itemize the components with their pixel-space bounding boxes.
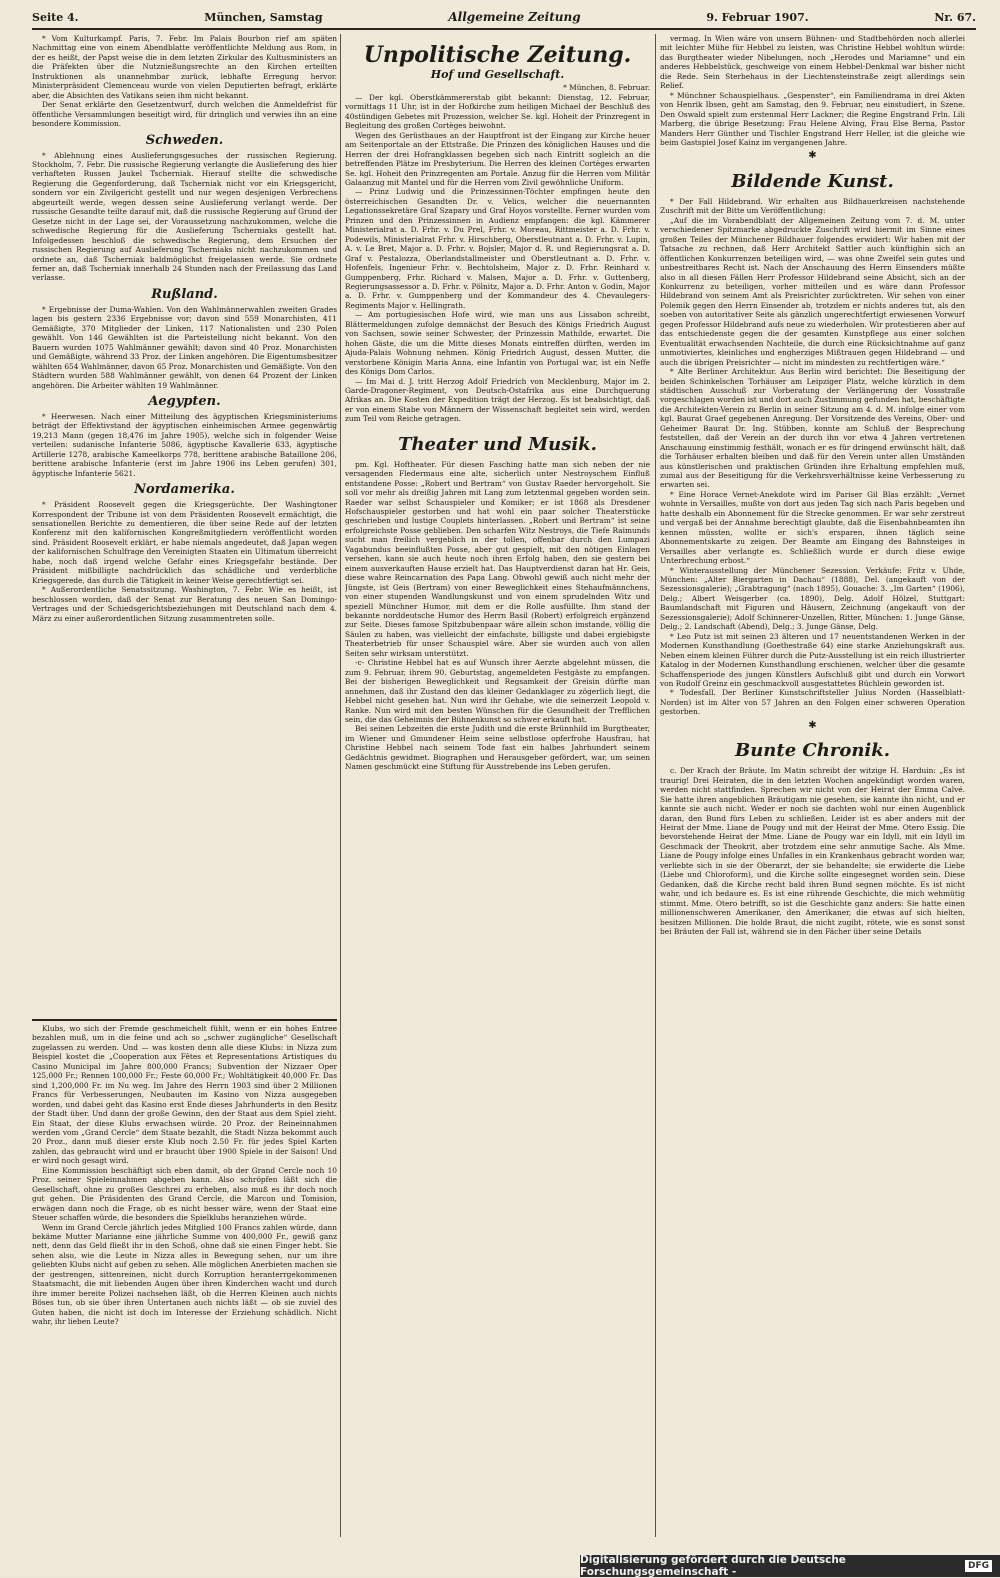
article-heerwesen: * Heerwesen. Nach einer Mitteilung des ägyptischen Kriegsministeriums beträgt der Effektivstand der ägyptischen einheimischen Armee gegenwärtig 19,213 Mann (gegen 18,476 im Jahre 1905), welche sich in folgender Weise verteilen: sudanische Infanterie 5086, ägyptische Kavallerie 633, ägyptische Artillerie 1278, arabische Kameelkorps 778, berittene arabische Bataillone 206, berittene arabische Infanterie (erst im Jahre 1906 ins Leben gerufen) 301, ägyptische Infanterie 5621. xyxy=(32,411,337,478)
article-hildebrand: * Der Fall Hildebrand. Wir erhalten aus Bildhauerkreisen nachstehende Zuschrift mit der Bitte um Veröffentlichung: xyxy=(660,196,965,216)
article-hebbel: -c- Christine Hebbel hat es auf Wunsch ihrer Aerzte abgelehnt müssen, die zum 9. Februar, ihrem 90. Geburtstag, angemeldeten Festgäste zu empfangen. Bei der bisherigen Beweglichkeit und Regsamkeit der Greisin dürfte man annehmen, daß ihr Zustand den das kleiner Gedanklager zu zögerlich liegt, die Hebbel nicht gesehen hat. Nun wird ihr Gehabe, wie die seinerzeit Leopold v. Ranke. Nun wird mit den besten Wünschen für die Gesundheit der Trefflichen sein, die das Geheimnis der Bühnenkunst so schwer erkauft hat. xyxy=(345,658,650,724)
column-politics xyxy=(32,34,337,1019)
article-duma: * Ergebnisse der Duma-Wahlen. Von den Wahlmännerwahlen zweiten Grades lagen bis gestern 2336 Ergebnisse vor; davon sind 559 Monarchisten, 411 Gemäßigte, 370 Mitglieder der Linken, 117 Nationalisten und 230 Polen gewählt. Von 146 Gewählten ist die Parteistellung nicht bekannt. Von den Bauern wurden 1075 Wahlmänner gewählt; davon sind 40 Proz. Monarchisten und Gemäßigte, während 33 Proz. der Linken angehören. Die Eigentumsbesitzer wählten 654 Wahlmänner, davon 65 Proz. Monarchisten und Gemäßigte. Von den Städtern wurden 588 Wahlmänner gewählt, von denen 64 Prozent der Linken angehören. Die Arbeiter wählten 19 Wahlmänner. xyxy=(32,304,337,390)
article-hebbel-cont: Bei seinen Lebzeiten die erste Judith und die erste Brünnhild im Burgtheater, im Wiener und Gmundener Heim seine selbstlose opferfrohe Hausfrau, hat Christine Hebbel nach seinem Tode fast ein halbes Jahrhundert seinem Gedächtnis gewidmet. Biographen und Herausgeber gefördert, war, um seinen Namen geschmückt eine Stiftung für Ausstrebende ins Leben gerufen. xyxy=(345,724,650,772)
article-auslieferung: * Ablehnung eines Auslieferungsgesuches der russischen Regierung. Stockholm, 7. Febr. Die russische Regierung verlangte die Auslieferung des hier verhafteten Russen Jaukel Tscherniak. Hierauf stellte die schwedische Regierung die Gegenforderung, daß Tscherniak nicht vor ein Kriegsgericht, sondern vor ein Zivilgericht gestellt und nur wegen desjenigen Verbrechens abgeurteilt werde, wegen dessen seine Auslieferung verlangt werde. Der russische Gesandte teilte darauf mit, daß die russische Regierung auf Grund der Gesetze nicht in der Lage sei, der Voraussetzung nachzukommen, welche die schwedische Regierung für die Auslieferung Tscherniaks gestellt hat. Infolgedessen beschloß die schwedische Regierung, dem Ersuchen der russischen Regierung auf Auslieferung Tscherniaks nicht nachzukommen und ordnete an, daß Tscherniak baldmöglichst freigelassen werde. Sie ordnete ferner an, daß Tscherniak innerhalb 24 Stunden nach der Freilassung das Land verlasse. xyxy=(32,150,337,283)
column-feuilleton xyxy=(32,1024,337,1537)
footer-text: Digitalisierung gefördert durch die Deutsche Forschungsgemeinschaft - xyxy=(580,1554,846,1578)
article-hildebrand-letter: „Auf die im Vorabendblatt der Allgemeinen Zeitung vom 7. d. M. unter verschiedener Spitzmarke abgedruckte Zuschrift wird hiermit im Sinne eines großen Teiles der Münchener Bildhauer folgendes erwidert: Wir haben mit der Tatsache zu rechnen, daß Herr Architekt Sattler auch künftighin sich an öffentlichen Konkurrenzen beteiligen wird, — was ohne Zweifel sein gutes und unbestreitbares Recht ist. Nach der Anschauung des Herrn Einsenders müßte also in all diesen Fällen Herr Professor Hildebrand seine Absicht, sich an der Konkurrenz zu beteiligen, vorher mitteilen und es wäre dann Professor Hildebrand von seinem Amt als Preisrichter zurücktreten. Wir sehen von einer Polemik gegen den Herrn Einsender ab, trotzdem er nichts anderes tut, als den soeben von autoritativer Seite als gänzlich ungerechtfertigt erwiesenen Vorwurf gegen Professor Hildebrand aufs neue zu wiederholen. Wir protestieren aber auf das entschiedenste gegen die der gesamten Kunstpflege aus einer solchen Eventualität erwachsenden Nachteile, die durch eine Rücksichtnahme auf ganz unmotiviertes, kleinliches und engherziges Mißtrauen gegen Hildebrand — und auch die übrigen Preisrichter — nicht im mindesten zu rechtfertigen wäre.“ xyxy=(660,215,965,367)
dfg-logo: DFG xyxy=(965,1560,992,1572)
section-title-unpolitische-zeitung: Unpolitische Zeitung. xyxy=(363,42,632,68)
paper-title: Allgemeine Zeitung xyxy=(448,10,581,24)
article-senat: Der Senat erklärte den Gesetzentwurf, durch welchen die Anmeldefrist für öffentliche Versammlungen beseitigt wird, für dringlich und verwies ihn an eine besondere Kommission. xyxy=(32,100,337,129)
column-divider xyxy=(340,34,341,1537)
article-leo-putz: * Leo Putz ist mit seinen 23 älteren und 17 neuentstandenen Werken in der Modernen Kunsthandlung (Goethestraße 64) eine starke Anziehungskraft aus. Neben einem kleinen Führer durch die Putz-Ausstellung ist ein reich illustrierter Katalog in der Modernen Kunsthandlung erschienen, welcher über die gesamte Schaffensperiode des jungen Künstlers Aufschluß gibt und durch ein Vorwort von Rudolf Greinz ein geschmackvoll ausgestattetes Büchlein geworden ist. xyxy=(660,631,965,688)
article-vernet: * Eine Horace Vernet-Anekdote wird im Pariser Gil Blas erzählt: „Vernet wohnte in Versailles, mußte von dort aus jeden Tag sich nach Paris begeben und hatte deshalb ein Abonnement für die Strecke genommen. Er war sehr zerstreut und vergaß bei der Annahme berechtigt glaubte, daß die Eisenbahnbeamten ihn kennen müssten, wollte er sich's ersparen, ihnen täglich seine Abonnementskarte zu zeigen. Der Beamte am Eingang des Bahnsteiges in Versailles aber verlangte es. Schließlich wurde er durch diese ewige Unterbrechung erbost.“ xyxy=(660,489,965,566)
column-divider xyxy=(655,34,656,1537)
article-sezession: * Winterausstellung der Münchener Sezession. Verkäufe: Fritz v. Uhde, München: „Alter Biergarten in Dachau“ (1888), Del. (angekauft von der Sezessionsgalerie); „Grabtragung“ (nach 1895), Gouache: 3. „Im Garten“ (1906), Delg.; Albert Weisgerber (ca. 1890), Delg. Adolf Hölzel, Stuttgart: Baumlandschaft mit Figuren und Häusern, Zeichnung (angekauft von der Sezessionsgalerie); Adolf Schinnerer-Unzellen, Ritter, München: 1. Junge Gänse, Delg.; 2. Landschaft (Abend), Delg.; 3. Junge Gänse, Delg. xyxy=(660,565,965,632)
section-heading-chronik: Bunte Chronik. xyxy=(735,740,890,762)
separator-star-icon: ✱ xyxy=(808,150,817,162)
dateline: * München, 8. Februar. xyxy=(563,83,650,93)
place-day: München, Samstag xyxy=(204,10,323,24)
feuilleton-para: Wenn im Grand Cercle jährlich jedes Mitglied 100 Francs zahlen würde, dann bekäme Mutter Marianne eine jährliche Summe von 400,000 Fr., gewiß ganz nett, denn das Geld fließt ihr in den Schoß, ohne daß sie einen Finger hebt. Sie sehen also, wie die Leute in Nizza alles in Bewegung sehen, nur um ihre geliebten Klubs nicht auf geben zu sehen. Alle möglichen Anerbieten machen sie der gestrengen, sittenreinen, nicht durch Korruption heranterrgekommenen Staatsmacht, die mit liebenden Augen über ihren Kinderchen wacht und durch ihre immer bereite Polizei nachsehen läßt, ob die Herren Kleinen auch nichts Böses tun, ob sie über ihren Untertanen auch nichts läßt — ob sie zuviel des Guten haben, die nicht ist doch im Interesse der Erziehung schädlich. Nicht wahr, ihr lieben Leute? xyxy=(32,1222,337,1327)
article-portugal: — Am portugiesischen Hofe wird, wie man uns aus Lissabon schreibt, Blättermeldungen zufolge demnächst der Besuch des Königs Friedrich August von Sachsen, sowie seiner Schwester, der Prinzessin Mathilde, erwartet. Die hohen Gäste, die um die Mitte dieses Monats eintreffen dürften, werden im Ajuda-Palais Wohnung nehmen. König Friedrich August, dessen Mutter, die verstorbene Königin Maria Anna, eine Infantin von Portugal war, ist ein Neffe des Königs Dom Carlos. xyxy=(345,310,650,377)
section-heading-kunst: Bildende Kunst. xyxy=(731,170,894,192)
article-hoftheater: pm. Kgl. Hoftheater. Für diesen Fasching hatte man sich neben der nie versagenden Fledermaus eine alte, sicherlich unter Nestroyschem Einfluß entstandene Posse: „Robert und Bertram“ von Gustav Raeder hervorgeholt. Sie soll vor mehr als dreißig Jahren mit Lang zum letztenmal gegeben worden sein. Raeder war selbst Schauspieler und Komiker; er ist 1868 als Dresdener Hofschauspieler gestorben und hat wohl ein paar solcher Theaterstücke geschrieben und lustige Couplets hinterlassen. „Robert und Bertram“ ist seine erfolgreichste Posse geblieben. Den scharfen Witz Nestroys, die Tiefe Raimunds sucht man freilich vergeblich in der tollen, offenbar durch den Lumpazi Vagabundus beeinflußten Posse, aber gut gespielt, mit den nötigen Einlagen versehen, kann sie auch heute noch ihren Erfolg haben, den sie gestern bei einem ausverkauften Hause erzielt hat. Das Hauptverdienst daran hat Hr. Geis, diese wahre Reincarnation des Papa Lang. Obwohl gewiß auch nicht mehr der Jüngste, ist Geis (Bertram) von einer Beweglichkeit eines Stehaufmännchens, von einer stupenden Wandlungskunst und von einem sprudelnden Witz und speziell Münchner Humor, mit dem er die Rolle ausfüllte. Ihm stand der bekannte norddeutsche Humor des Herrn Basil (Robert) erfolgreich ergänzend zur Seite. Dieses famose Spitzbubenpaar wäre allein schon imstande, völlig die Säulen zu haben, was vielleicht der einfachste, billigste und dabei ergiebigste Theaterbetrieb für unser Schauspiel wäre. Aber sie wurden auch von allen Seiten sehr wirksam unterstützt. xyxy=(345,459,650,658)
section-heading-theater: Theater und Musik. xyxy=(398,433,597,455)
digitization-footer xyxy=(580,1555,1000,1577)
article-senatssitzung: * Außerordentliche Senatssitzung. Washington, 7. Febr. Wie es heißt, ist beschlossen worden, daß der Senat zur Beratung des neuen San Domingo-Vertrages und der Schiedsgerichtsbeziehungen mit Deutschland nach dem 4. März zu einer außerordentlichen Sitzung zusammentreten solle. xyxy=(32,585,337,623)
feuilleton-para: Eine Kommission beschäftigt sich eben damit, ob der Grand Cercle noch 10 Proz. seiner Spieleinnahmen abgeben kann. Also schröpfen läßt sich die Gesellschaft, ohne zu großes Geschrei zu erheben, also muß es ihr doch noch gut gehen. Die Präsidenten des Grand Cercle, die Marcon und Tomision, erwägen dann noch die Frage, ob es nicht besser wäre, wenn der Staat eine Steuer schaffen würde, die besonders die Spielklubs heranziehen würde. xyxy=(32,1165,337,1223)
column-kunst xyxy=(660,34,965,1537)
article-kulturkampf: * Vom Kulturkampf. Paris, 7. Febr. Im Palais Bourbon rief am späten Nachmittag eine von einem Abendblatte veröffentlichte Meldung aus Rom, in der es heißt, der Papst weise die in dem letzten Zirkular des Kultusministers an die Präfekten über die Nutznießungsrechte an den Kirchen erteilten Instruktionen als unannehmbar zurück, lebhafte Erregung hervor. Ministerpräsident Clemenceau wurde von vielen Deputierten befragt, erklärte aber, die Absichten des Vatikans seien ihm nicht bekannt. xyxy=(32,34,337,100)
article-braeute: c. Der Krach der Bräute. Im Matin schreibt der witzige H. Harduin: „Es ist traurig! Drei Heiraten, die in den letzten Wochen angekündigt worden waren, werden nicht stattfinden. Sprechen wir nicht von der Heirat der Emma Calvé. Sie hatte ihren angeblichen Bräutigam nie gesehen, sie kannte ihn nicht, und er kannte sie auch nicht. Weder er noch sie dachten wohl nur einen Augenblick daran, den Bund fürs Leben zu schließen. Leider ist es aber anders mit der Heirat der Mme. Liane de Pougy und mit der Heirat der Mme. Otero Essig. Die bevorstehende Heirat der Mme. Liane de Pougy war ein Idyll, mit ein Idyll im Geschmack der Theokrit, aber trotzdem eine sehr anmutige Sache. Als Mme. Liane de Pougy infolge eines Unfalles in ein Krankenhaus gebracht worden war, verliebte sich in sie der Oberarzt, der sie behandelte; sie erwiderte die Liebe (Liebe und Chloroform), und die Kirche sollte eingesegnet worden sein. Diese Gedanken, daß die Kirche recht bald ihren Bund segnen möchte. Es ist nicht wahr, und ich bedaure es. Es ist eine rührende Geschichte, die mich wehmütig stimmt. Mme. Otero betrifft, so ist die Geschichte ganz anders: Sie hatte einen millionenschweren Amerikaner, den Amerikaner, die etwas auf sich hielten, besitzen Millionen. Die holde Braut, die nicht zugibt, rötete, wie es sonst sonst bei Bräuten der Fall ist, während sie in den Fächer über seine Details xyxy=(660,766,965,936)
masthead xyxy=(32,6,976,30)
section-heading-aegypten: Aegypten. xyxy=(148,393,221,409)
article-berliner-architektur: * Alte Berliner Architektur. Aus Berlin wird berichtet: Die Beseitigung der beiden Schinkelschen Torhäuser am Leipziger Platz, welche kürzlich in dem städtischen Ausschuß zur Vorberatung der Verlängerung der Vossstraße vorgeschlagen worden ist und dort auch Zustimmung gefunden hat, beschäftigte die Architekten-Verein zu Berlin in seiner Sitzung am 4. d. M. infolge einer vom kgl. Baurat Graef gegebenen Anregung. Der Vorsitzende des Vereins, Ober- und Geheimer Baurat Dr. Ing. Stübben, konnte am Schluß der Besprechung feststellen, daß der Verein an der durch ihn vor etwa 4 Jahren vertretenen Anschauung einstimmig festhält, wonach er es für dringend erwünscht hält, daß die Torhäuser erhalten bleiben und daß für den Verein unter allen Umständen aus künstlerischen und praktischen Gründen ihre Erhaltung empfehlen muß, zumal aus der Beseitigung für die Verkehrsverhältnisse keine Verbesserung zu erwarten sei. xyxy=(660,367,965,490)
separator-star-icon: ✱ xyxy=(808,719,817,731)
article-hebbel-end: vermag. In Wien wäre von unsern Bühnen- und Stadtbehörden noch allerlei mit leichter Mühe für Hebbel zu leisten, was Christine Hebbel wohltun würde: das Burgtheater wieder Nibelungen, noch „Herodes und Mariamne“ und ein anderes Hebbelstück, geschweige von einem Hebbel-Denkmal war bisher nicht die Rede. Sein Sterbehaus in der Liechtensteinstraße zeigt allerdings sein Relief. xyxy=(660,34,965,91)
section-heading-russland: Rußland. xyxy=(151,286,218,302)
article-geruestbau: Wegen des Gerüstbaues an der Hauptfront ist der Eingang zur Kirche heuer am Seitenportale an der Ettstraße. Die Prinzen des königlichen Hauses und die Herren der drei Hofrangklassen begeben sich nach Eintritt sogleich an die betreffenden Plätze im Presbyterium. Die Herren des kleinen Cortèges erwarten Se. kgl. Hoheit den Prinzregenten am Portale. Anzug für die Herren vom Militär Galaanzug mit Mantel und für die Herren vom Zivil gewöhnliche Uniform. xyxy=(345,130,650,187)
subsection-hof-gesellschaft: Hof und Gesellschaft. xyxy=(430,68,565,81)
section-heading-schweden: Schweden. xyxy=(145,132,224,148)
article-prinz-ludwig: — Prinz Ludwig und die Prinzessinnen-Töchter empfingen heute den österreichischen Gesandten Dr. v. Velics, welcher die neuernannten Legationssekretäre Graf Szapary und Graf Hoyos vorstellte. Ferner wurden vom Prinzen und den Prinzessinnen in Audienz empfangen: die kgl. Kämmerer Ministerialrat a. D. Frhr. v. Du Prel, Frhr. v. Moreau, Rittmeister a. D. Frhr. v. Podewils, Ministerialrat Frhr. v. Hirschberg, Oberstleutnant a. D. Frhr. v. Lupin, A. v. Le Bret, Major a. D. Frhr. v. Bojsler, Major d. R. und Regierungsrat a. D. Graf v. Pestalozza, Oberlandstallmeister und Oberstleutnant a. D. Frhr. v. Hofenfels, Ingenieur Frhr. v. Bechtolsheim, Major z. D. Frhr. Reinhard v. Gumppenberg, Frhr. Richard v. Malsen, Major a. D. Frhr. v. Guttenberg, Regierungsassessor a. D. Frhr. v. Pölnitz, Major a. D. Frhr. Anton v. Godin, Major a. D. Frhr. v. Gumppenberg und der Kommandeur des 4. Chevaulegers-Regiments Major v. Hellingrath. xyxy=(345,187,650,310)
section-heading-nordamerika: Nordamerika. xyxy=(134,482,235,498)
issue-date: 9. Februar 1907. xyxy=(706,10,809,24)
issue-number: Nr. 67. xyxy=(934,10,976,24)
feuilleton-para: Klubs, wo sich der Fremde geschmeichelt fühlt, wenn er ein hohes Entree bezahlen muß, um in die feine und ach so „schwer zugängliche“ Gesellschaft zugelassen zu werden. Und — was kosten denn alle diese Klubs: in Nizza zum Beispiel kostet die „Cooperation aux Fêtes et Representations Artistiques du Casino Municipal im Jahre 800,000 Francs; Subvention der Nizzaer Oper 125,000 Fr.; Rennen 100,000 Fr.; Feste 60,000 Fr.; Wohltätigkeit 40,000 Fr. Das sind 1,200,000 Fr. im Nu weg. Im Jahre des Herrn 1903 sind über 2 Millionen Francs für Verbesserungen, Neubauten im Kasino von Nizza ausgegeben worden, und dabei geht das Kasino erst Ende dieses Jahrhunderts in den Besitz der Stadt über. Und dann der große Gewinn, den der Staat aus dem Spiel zieht. Ein Staat, der diese Klubs erwachsen würde. 20 Proz. der Reineinnahmen werden vom „Grand Cercle“ dem Staate bezahlt, die Stadt Nizza bekommt auch 20 Proz., dann muß dieser erste Klub noch 2.50 Fr. für jedes Spiel Karten zahlen, das gebraucht wird und er braucht über 1900 Spiele in der Saison! Und er wird noch gesagt wird. xyxy=(32,1024,337,1166)
article-mecklenburg: — Im Mai d. J. tritt Herzog Adolf Friedrich von Mecklenburg, Major im 2. Garde-Dragoner-Regiment, von Deutsch-Ostafrika aus eine Durchquerung Afrikas an. Die Kosten der Expedition trägt der Herzog. Es ist beabsichtigt, daß er von einem Stabe von Männern der Wissenschaft begleitet sein wird, werden zum Teil vom Reiche getragen. xyxy=(345,376,650,424)
article-todesfall: * Todesfall. Der Berliner Kunstschriftsteller Julius Norden (Hasselblatt-Norden) ist im Alter von 57 Jahren an den Folgen einer schweren Operation gestorben. xyxy=(660,688,965,717)
column-unpolitische-zeitung xyxy=(345,34,650,1537)
page-number: Seite 4. xyxy=(32,10,79,24)
article-oberstkaemmerer: — Der kgl. Oberstkämmererstab gibt bekannt: Dienstag, 12. Februar, vormittags 11 Uhr, ist in der Hofkirche zum heiligen Michael der Beschluß des 40stündigen Gebetes mit Prozession, welcher Se. kgl. Hoheit der Prinzregent in Begleitung des großen Cortèges beiwohnt. xyxy=(345,92,650,131)
article-schauspielhaus: * Münchner Schauspielhaus. „Gespenster“, ein Familiendrama in drei Akten von Henrik Ibsen, geht am Samstag, den 9. Februar, neu einstudiert, in Szene. Den Oswald spielt zum erstenmal Herr Lackner; die Regine Engstrand Frln. Lili Marberg, die übrige Besetzung: Frau Helene Alving, Frau Else Berna, Pastor Manders Herr Günther und Tischler Engstrand Herr Heller, ist die gleiche wie beim Gastspiel Josef Kainz im vergangenen Jahre. xyxy=(660,90,965,147)
feuilleton-divider xyxy=(32,1019,337,1021)
article-roosevelt: * Präsident Roosevelt gegen die Kriegsgerüchte. Der Washingtoner Korrespondent der Tribune ist von dem Präsidenten Roosevelt ermächtigt, die sensationellen Berichte zu dementieren, die über seine Rede auf der letzten Konferenz mit den kalifornischen Kongreßmitgliedern veröffentlicht worden sind. Präsident Roosevelt erklärt, er habe niemals angedeutet, daß Japan wegen der kalifornischen Schulfrage den Vereinigten Staaten ein Ultimatum überreicht habe, noch daß irgend welche Gefahr eines Kriegsgefahr bestände. Der Präsident mißbilligte nachdrücklich das schädliche und verderbliche Kriegsgerede, das durch die Tätigkeit in keiner Weise gerechtfertigt sei. xyxy=(32,500,337,585)
